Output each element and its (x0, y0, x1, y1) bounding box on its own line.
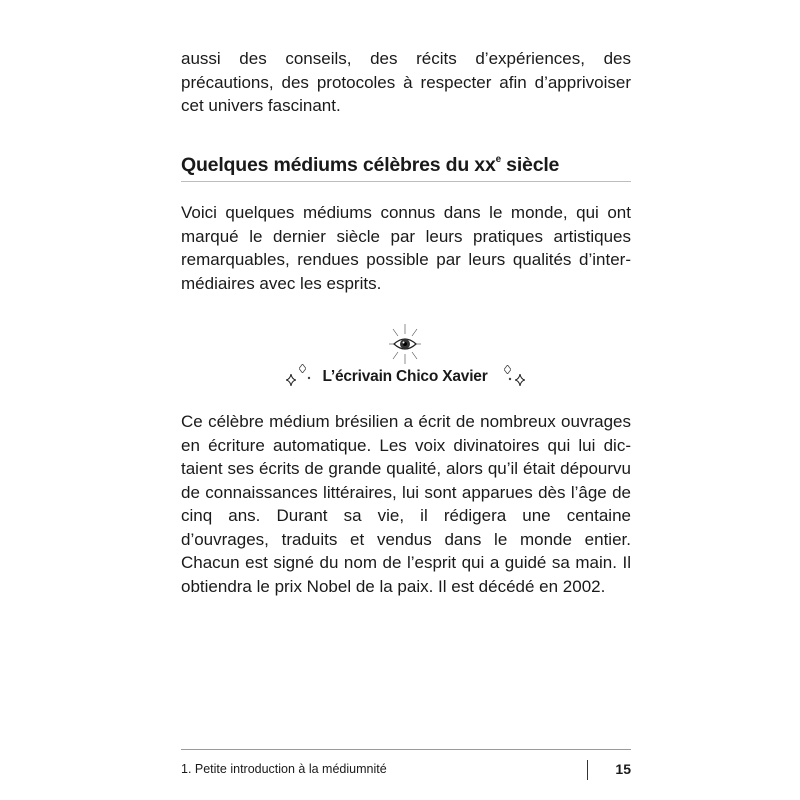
footer-separator (587, 760, 588, 780)
subsection-title: L’écrivain Chico Xavier (322, 368, 488, 385)
subsection-paragraph: Ce célèbre médium brésilien a écrit de nombreux ouvrages en écriture automatique. Les voix divinatoires qui lui dictaient ses écrits de grande qualité, alors qu’il était dépourvu de connaissances littéraires, lui sont apparues dès l’âge de cinq ans. Durant sa vie, il rédigera une centaine d’ouvrages, traduits et vendus dans le monde entier. Chacun est signé du nom de l’esprit qui a guidé sa main. Il obtiendra le prix Nobel de la paix. Il est décédé en 2002. (181, 412, 631, 596)
eye-icon (385, 322, 425, 366)
section-paragraph: Voici quelques médiums connus dans le monde, qui ont marqué le dernier siècle par leurs pratiques artistiques remarquables, rendues possible par leurs qualités d’intermédiaires avec les esprits. (181, 203, 631, 293)
section-heading (181, 152, 631, 178)
sparkle-star-icon (515, 374, 525, 386)
page-number: 15 (615, 761, 631, 777)
section-heading-superscript: e (495, 154, 501, 165)
diamond-star-icon (504, 365, 511, 374)
dot-icon (508, 377, 512, 381)
footer-divider (181, 749, 631, 750)
section-heading-end: siècle (500, 154, 560, 176)
intro-paragraph: aussi des conseils, des récits d’expériences, des précautions, des protocoles à respecter afin d’apprivoiser cet univers fascinant. (181, 49, 631, 115)
section-heading-main: Quelques médiums célèbres du xx (181, 154, 496, 176)
heading-divider (181, 181, 631, 182)
subsection-title-block (280, 362, 530, 392)
running-footer-chapter: 1. Petite introduction à la médiumnité (181, 762, 387, 776)
